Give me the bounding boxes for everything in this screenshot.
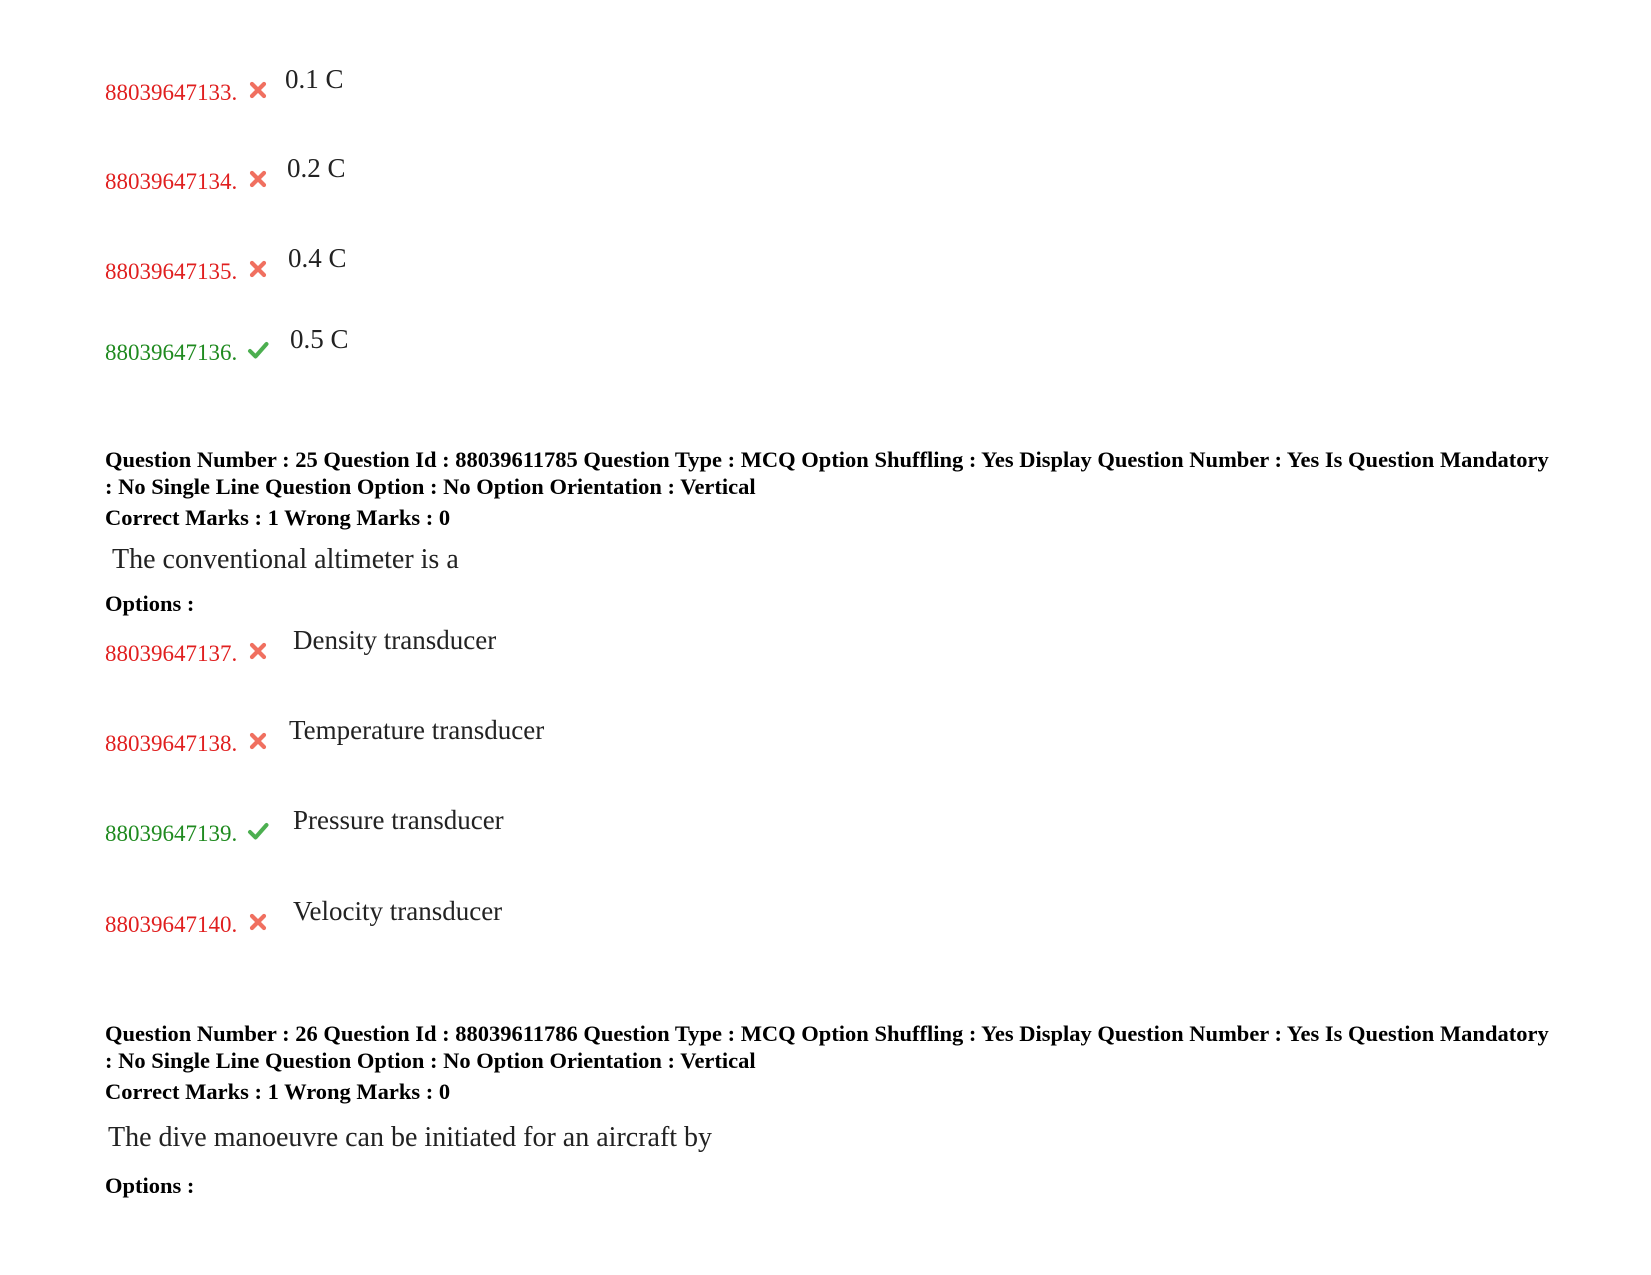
question-meta: Question Number : 26 Question Id : 88039611786 Question Type : MCQ Option Shuffling : Yes Display Question Number : Yes Is Question Mandatory : No Single Line Question Option : No Option Orientation : Vertical bbox=[105, 1021, 1549, 1073]
cross-icon bbox=[247, 641, 269, 661]
question-meta: Question Number : 25 Question Id : 88039611785 Question Type : MCQ Option Shuffling : Yes Display Question Number : Yes Is Question Mandatory : No Single Line Question Option : No Option Orientation : Vertical bbox=[105, 447, 1549, 499]
option-text: Density transducer bbox=[293, 625, 497, 655]
question-marks: Correct Marks : 1 Wrong Marks : 0 bbox=[105, 505, 451, 530]
cross-icon bbox=[247, 169, 269, 189]
option-text: 0.4 C bbox=[288, 243, 347, 273]
cross-icon bbox=[247, 259, 269, 279]
option-id: 88039647136. bbox=[105, 340, 238, 365]
option-id: 88039647139. bbox=[105, 821, 238, 846]
option-id: 88039647134. bbox=[105, 169, 238, 194]
option-id: 88039647137. bbox=[105, 641, 238, 666]
question-text: The dive manoeuvre can be initiated for an aircraft by bbox=[108, 1122, 713, 1153]
check-icon bbox=[247, 340, 269, 360]
cross-icon bbox=[247, 731, 269, 751]
option-text: 0.5 C bbox=[290, 324, 349, 354]
option-id: 88039647135. bbox=[105, 259, 238, 284]
option-id: 88039647133. bbox=[105, 80, 238, 105]
options-label: Options : bbox=[105, 1173, 195, 1198]
option-text: Pressure transducer bbox=[293, 805, 504, 835]
cross-icon bbox=[247, 912, 269, 932]
option-id: 88039647140. bbox=[105, 912, 238, 937]
option-text: 0.1 C bbox=[285, 64, 344, 94]
question-text: The conventional altimeter is a bbox=[112, 544, 459, 575]
options-label: Options : bbox=[105, 591, 195, 616]
option-id: 88039647138. bbox=[105, 731, 238, 756]
cross-icon bbox=[247, 80, 269, 100]
question-marks: Correct Marks : 1 Wrong Marks : 0 bbox=[105, 1079, 451, 1104]
option-text: 0.2 C bbox=[287, 153, 346, 183]
option-text: Temperature transducer bbox=[289, 715, 545, 745]
option-text: Velocity transducer bbox=[293, 896, 503, 926]
check-icon bbox=[247, 821, 269, 841]
